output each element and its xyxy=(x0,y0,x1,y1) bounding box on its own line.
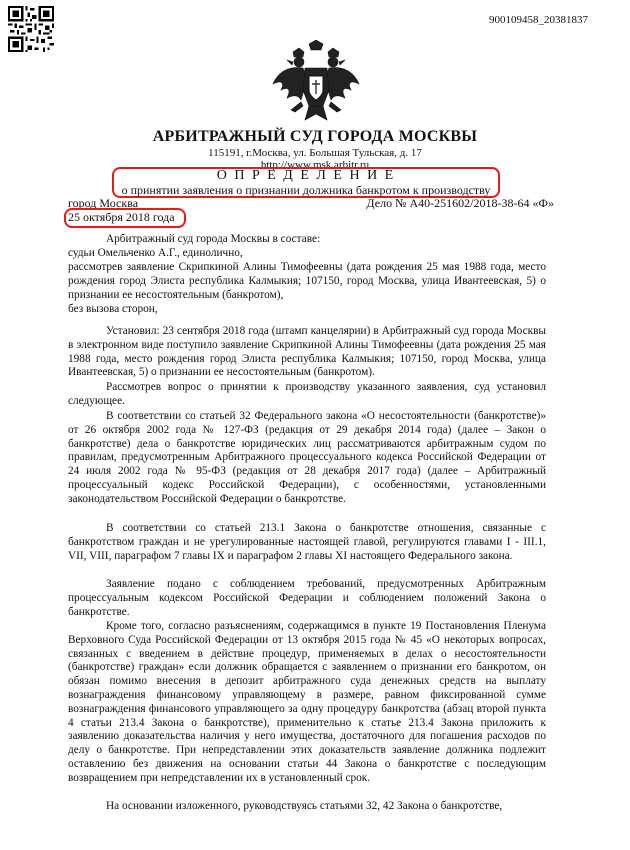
city: город Москва xyxy=(68,196,139,210)
composition-line: без вызова сторон, xyxy=(68,303,158,315)
body-paragraph: Кроме того, согласно разъяснениям, содержащимся в пункте 19 Постановления Пленума Верховного Суда Российской Федерации от 13 октября 2015 года № 45 «О некоторых вопросах, связанных с введением в действие процедур, применяемых в делах о несостоятельности (банкротстве) граждан» если должник обращается с заявлением о признании его банкротом, он обязан помимо внесения в депозит арбитражного суда денежных средств на выплату вознаграждения финансовому управляющему в размере, равном фиксированной сумме вознаграждения финансового управляющего за одну процедуру банкротства (абзац второй пункта 4 статьи 213.4 Закона о банкротстве), применительно к статье 213.4 Закона приложить к заявлению доказательства наличия у него имущества, достаточного для погашения расходов по делу о банкротстве. При непредставлении этих доказательств заявление должника подлежит оставлению без движения на основании статьи 44 Закона о банкротстве с последующим возвращением при непредставлении их в установленный срок. xyxy=(68,620,546,784)
composition-line: судьи Омельченко А.Г., единолично, xyxy=(68,247,243,259)
body-paragraph: В соответствии со статьей 32 Федерального закона «О несостоятельности (банкротстве)» от 26 октября 2002 года № 127-ФЗ (редакция от 29 декабря 2014 года) (далее – Закон о банкротстве) дела о банкротстве юридических лиц рассматриваются арбитражным судом по правилам, предусмотренным Арбитражного процессуального кодекса Российской Федерации от 24 июля 2002 года № 95-ФЗ (редакция от 28 декабря 2017 года) (далее – Арбитражный процессуальный кодекс Российской Федерации), с особенностями, установленными законодательством Российской Федерации о банкротстве. xyxy=(68,410,546,505)
case-number: Дело № А40-251602/2018-38-64 «Ф» xyxy=(366,196,554,210)
court-address: 115191, г.Москва, ул. Большая Тульская, д. 17 xyxy=(208,147,422,159)
coat-of-arms-icon xyxy=(271,40,361,126)
composition-line: Арбитражный суд города Москвы в составе: xyxy=(106,233,321,245)
court-title: АРБИТРАЖНЫЙ СУД ГОРОДА МОСКВЫ xyxy=(152,128,478,145)
decision-date: 25 октября 2018 года xyxy=(68,210,175,224)
body-paragraph: Рассмотрев вопрос о принятии к производству указанного заявления, суд установил следующее. xyxy=(68,381,546,407)
body-paragraph: Заявление подано с соблюдением требований, предусмотренных Арбитражным процессуальным кодексом Российской Федерации и соблюдением положений Закона о банкротстве. xyxy=(68,578,546,618)
body-paragraph: В соответствии со статьей 213.1 Закона о банкротстве отношения, связанные с банкротством граждан и не урегулированные настоящей главой, регулируются главами I - III.1, VII, VIII, параграфом 7 главы IX и параграфом 2 главы XI настоящего Федерального закона. xyxy=(68,522,546,562)
document-id: 900109458_20381837 xyxy=(489,14,588,26)
document-type: О П Р Е Д Е Л Е Н И Е xyxy=(216,168,396,183)
body-paragraph: Установил: 23 сентября 2018 года (штамп канцелярии) в Арбитражный суд города Москвы в электронном виде поступило заявление Скрипкиной Алины Тимофеевны (дата рождения 25 мая 1988 года, место рождения город Элиста республика Калмыкия; 107150, город Москва, улица Ивантеевская, 5) о признании ее несостоятельным (банкротом). xyxy=(68,325,546,379)
body-paragraph: На основании изложенного, руководствуясь статьями 32, 42 Закона о банкротстве, xyxy=(106,800,503,812)
qr-code xyxy=(8,6,54,52)
composition-line: рассмотрев заявление Скрипкиной Алины Тимофеевны (дата рождения 25 мая 1988 года, место рождения город Элиста республика Калмыкия; 107150, город Москва, улица Ивантеевская, 5) о признании ее несостоятельным (банкротом), xyxy=(68,261,546,301)
court-website: http://www.msk.arbitr.ru xyxy=(260,159,370,171)
document-subject: о принятии заявления о признании должника банкротом к производству xyxy=(121,183,491,197)
